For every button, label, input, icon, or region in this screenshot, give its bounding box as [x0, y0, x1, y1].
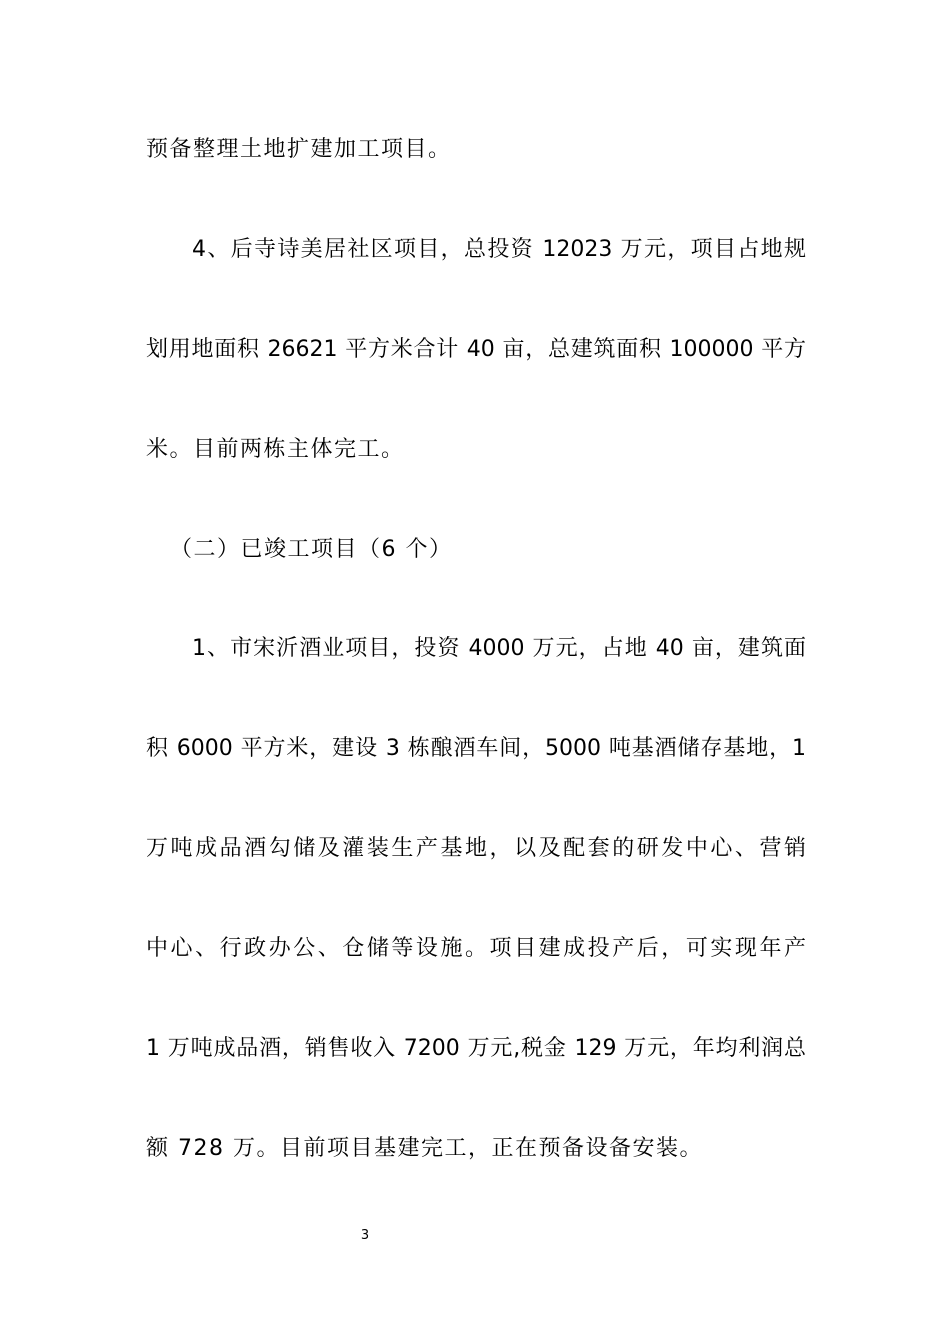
paragraph-line: 中心、行政办公、仓储等设施。项目建成投产后，可实现年产 [146, 936, 806, 961]
paragraph-line: 预备整理土地扩建加工项目。 [146, 137, 452, 162]
paragraph-line: 积 6000 平方米，建设 3 栋酿酒车间，5000 吨基酒储存基地，1 [146, 736, 806, 761]
page-number: 3 [360, 1228, 370, 1243]
section-heading: （二）已竣工项目（6 个） [170, 537, 453, 562]
paragraph-line: 划用地面积 26621 平方米合计 40 亩，总建筑面积 100000 平方 [146, 337, 806, 362]
paragraph-line: 米。目前两栋主体完工。 [146, 437, 405, 462]
paragraph-line: 万吨成品酒勾储及灌装生产基地，以及配套的研发中心、营销 [146, 836, 806, 861]
paragraph-line: 1、市宋沂酒业项目，投资 4000 万元，占地 40 亩，建筑面 [192, 636, 806, 661]
paragraph-line: 4、后寺诗美居社区项目，总投资 12023 万元，项目占地规 [192, 237, 806, 262]
paragraph-line: 额 728 万。目前项目基建完工，正在预备设备安装。 [146, 1136, 703, 1161]
paragraph-line: 1 万吨成品酒，销售收入 7200 万元,税金 129 万元，年均利润总 [146, 1036, 806, 1061]
